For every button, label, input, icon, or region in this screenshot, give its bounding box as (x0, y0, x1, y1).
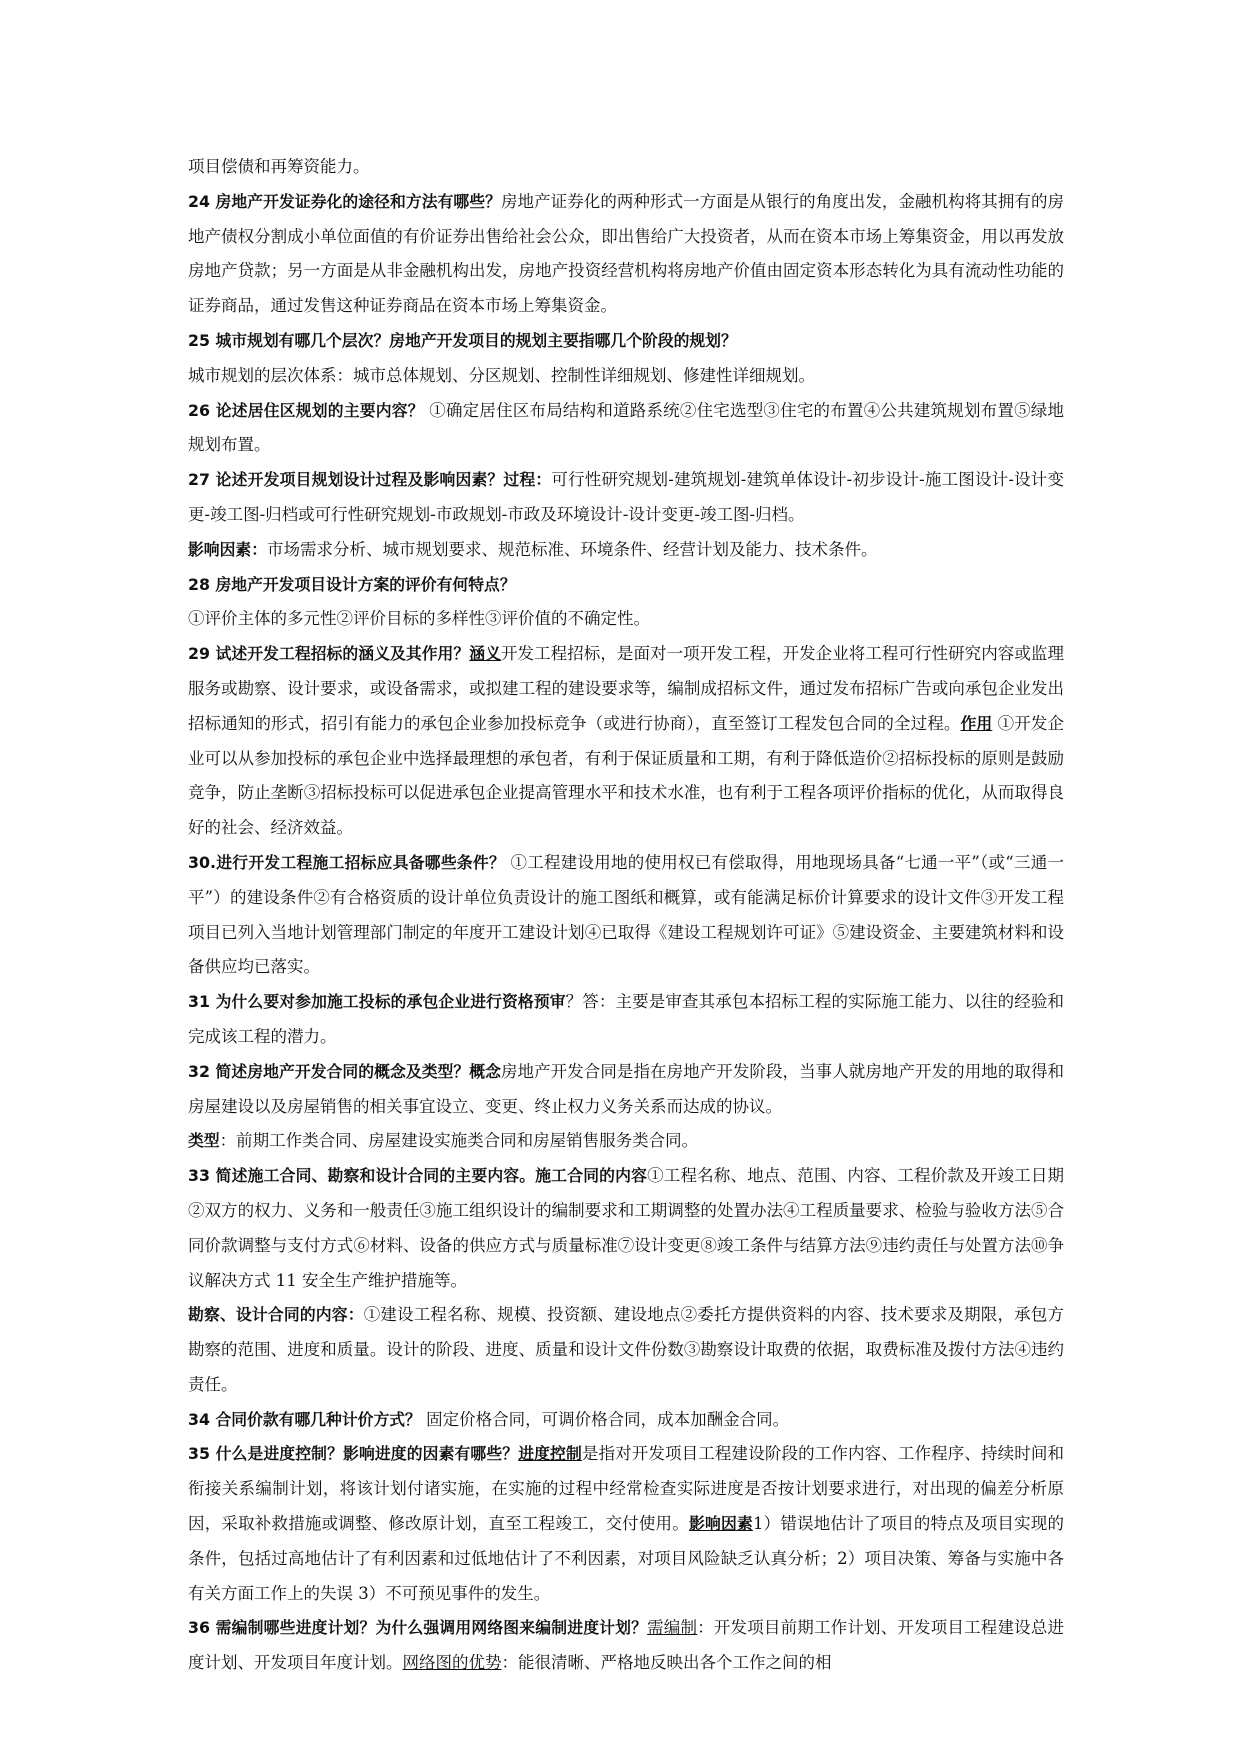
text-run: ①建设工程名称、规模、投资额、建设地点②委托方提供资料的内容、技术要求及期限，承包方勘察的范围、进度和质量。设计的阶段、进度、质量和设计文件份数③勘察设计取费的依据，取费标准及拨付方法④违约责任。 (188, 1305, 1064, 1394)
underlined-keyword: 进度控制 (518, 1444, 582, 1464)
text-run: 房地产开发合同是指在房地产开发阶段，当事人就房地产开发的用地的取得和房屋建设以及房屋销售的相关事宜设立、变更、终止权力义务关系而达成的协议。 (188, 1061, 1065, 1116)
question-heading: 26 论述居住区规划的主要内容？ (188, 400, 424, 420)
text-run: 可行性研究规划-建筑规划-建筑单体设计-初步设计-施工图设计-设计变更-竣工图-归档或可行性研究规划-市政规划-市政及环境设计-设计变更-竣工图-归档。 (188, 470, 1064, 524)
question-heading: 27 论述开发项目规划设计过程及影响因素？过程： (188, 470, 552, 490)
paragraph (188, 568, 1064, 603)
text-run: ：能很清晰、严格地反映出各个工作之间的相 (501, 1653, 832, 1673)
paragraph (188, 602, 1064, 637)
document-page (188, 150, 1064, 1681)
paragraph (188, 1611, 1064, 1681)
text-run: ①工程名称、地点、范围、内容、工程价款及开竣工日期②双方的权力、义务和一般责任③施工组织设计的编制要求和工期调整的处置办法④工程质量要求、检验与验收方法⑤合同价款调整与支付方式⑥材料、设备的供应方式与质量标准⑦设计变更⑧竣工条件与结算方法⑨违约责任与处置方法⑩争议解决方式 11 安全生产维护措施等。 (188, 1166, 1065, 1290)
underlined-keyword: 涵义 (469, 644, 501, 664)
paragraph (188, 1124, 1064, 1159)
question-heading: 28 房地产开发项目设计方案的评价有何特点？ (188, 574, 516, 594)
paragraph (188, 1437, 1064, 1611)
paragraph (188, 1403, 1064, 1438)
question-heading: 32 简述房地产开发合同的概念及类型？概念 (188, 1061, 501, 1081)
paragraph (188, 359, 1064, 394)
question-heading: 31 为什么要对参加施工投标的承包企业进行资格预审 (188, 992, 566, 1012)
text-run: ①工程建设用地的使用权已有偿取得，用地现场具备“七通一平”（或“三通一平”）的建设条件②有合格资质的设计单位负责设计的施工图纸和概算，或有能满足标价计算要求的设计文件③开发工程项目已列入当地计划管理部门制定的年度开工建设计划④已取得《建设工程规划许可证》⑤建设资金、主要建筑材料和设备供应均已落实。 (188, 852, 1064, 977)
underlined-keyword: 网络图的优势 (402, 1653, 502, 1673)
paragraph (188, 1159, 1064, 1298)
question-heading: 29 试述开发工程招标的涵义及其作用？ (188, 644, 470, 664)
underlined-keyword: 影响因素 (688, 1514, 753, 1534)
bold-label: 勘察、设计合同的内容： (188, 1305, 364, 1325)
paragraph (188, 1298, 1064, 1402)
text-run: 项目偿债和再筹资能力。 (188, 157, 370, 176)
question-heading: 24 房地产开发证券化的途径和方法有哪些？ (188, 191, 501, 211)
bold-label: 影响因素： (188, 539, 267, 559)
paragraph (188, 985, 1064, 1055)
text-run: 城市规划的层次体系：城市总体规划、分区规划、控制性详细规划、修建性详细规划。 (188, 365, 815, 385)
underlined-keyword: 作用 (960, 713, 993, 733)
text-run: ①确定居住区布局结构和道路系统②住宅选型③住宅的布置④公共建筑规划布置⑤绿地规划布置。 (188, 400, 1064, 455)
paragraph (188, 533, 1064, 568)
text-run: 是指对开发项目工程建设阶段的工作内容、工作程序、持续时间和衔接关系编制计划，将该计划付诸实施，在实施的过程中经常检查实际进度是否按计划要求进行，对出现的偏差分析原因，采取补救措施或调整、修改原计划，直至工程竣工，交付使用。 (188, 1444, 1064, 1534)
text-run: ：前期工作类合同、房屋建设实施类合同和房屋销售服务类合同。 (219, 1131, 699, 1151)
paragraph (188, 324, 1064, 359)
paragraph (188, 394, 1064, 464)
question-heading: 30.进行开发工程施工招标应具备哪些条件？ (188, 852, 506, 872)
text-run: ①开发企业可以从参加投标的承包企业中选择最理想的承包者，有利于保证质量和工期，有利于降低造价②招标投标的原则是鼓励竞争，防止垄断③招标投标可以促进承包企业提高管理水平和技术水准，也有利于工程各项评价指标的优化，从而取得良好的社会、经济效益。 (188, 713, 1065, 838)
text-run: 市场需求分析、城市规划要求、规范标准、环境条件、经营计划及能力、技术条件。 (267, 539, 878, 559)
paragraph (188, 150, 1064, 185)
question-heading: 35 什么是进度控制？影响进度的因素有哪些？ (188, 1444, 519, 1464)
text-run: 开发工程招标，是面对一项开发工程，开发企业将工程可行性研究内容或监理服务或勘察、设计要求，或设备需求，或拟建工程的建设要求等，编制成招标文件，通过发布招标广告或向承包企业发出招标通知的形式，招引有能力的承包企业参加投标竞争（或进行协商），直至签订工程发包合同的全过程。 (188, 644, 1064, 733)
bold-label: 类型 (188, 1131, 220, 1151)
text-run: 房地产证券化的两种形式一方面是从银行的角度出发，金融机构将其拥有的房地产债权分割成小单位面值的有价证券出售给社会公众，即出售给广大投资者，从而在资本市场上筹集资金，用以再发放房地产贷款；另一方面是从非金融机构出发，房地产投资经营机构将房地产价值由固定资本形态转化为具有流动性功能的证券商品，通过发售这种证券商品在资本市场上筹集资金。 (188, 191, 1065, 316)
paragraph (188, 846, 1064, 985)
text-run: ：开发项目前期工作计划、开发项目工程建设总进度计划、开发项目年度计划。 (188, 1618, 1065, 1673)
text-run: 1）错误地估计了项目的特点及项目实现的条件，包括过高地估计了有利因素和过低地估计了不利因素，对项目风险缺乏认真分析；2）项目决策、筹备与实施中各有关方面工作上的失误 3）不可预见事件的发生。 (188, 1514, 1064, 1603)
underlined-keyword: 需编制 (647, 1618, 698, 1638)
text-run: ？答：主要是审查其承包本招标工程的实际施工能力、以往的经验和完成该工程的潜力。 (188, 992, 1065, 1046)
paragraph (188, 1055, 1064, 1125)
text-run: ①评价主体的多元性②评价目标的多样性③评价值的不确定性。 (188, 609, 650, 629)
paragraph (188, 463, 1064, 533)
question-heading: 33 简述施工合同、勘察和设计合同的主要内容。施工合同的内容 (188, 1166, 648, 1186)
paragraph (188, 637, 1064, 846)
question-heading: 36 需编制哪些进度计划？为什么强调用网络图来编制进度计划？ (188, 1618, 648, 1638)
question-heading: 34 合同价款有哪几种计价方式？ (188, 1409, 421, 1429)
question-heading: 25 城市规划有哪几个层次？房地产开发项目的规划主要指哪几个阶段的规划？ (188, 330, 737, 350)
paragraph (188, 185, 1064, 324)
text-run: 固定价格合同，可调价格合同，成本加酬金合同。 (420, 1409, 790, 1429)
